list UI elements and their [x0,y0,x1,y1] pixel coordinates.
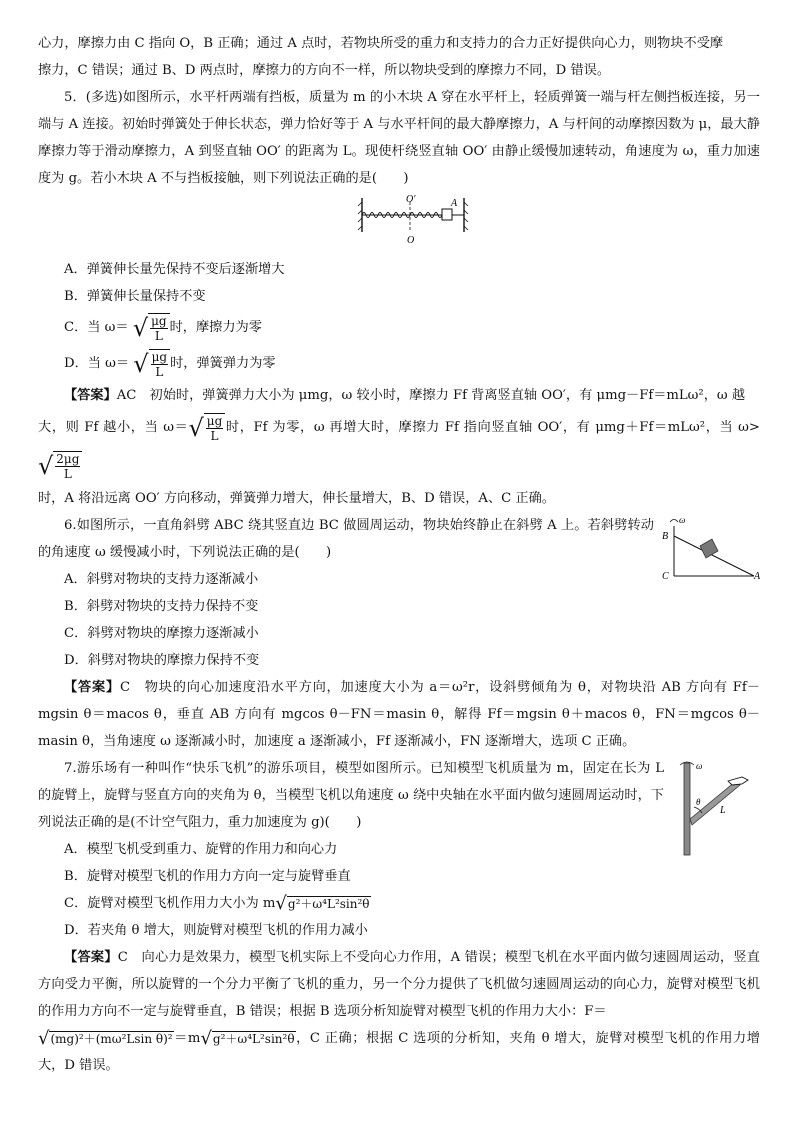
sqrt-expression: √ $\frac{\mu g}{L}$ [133,313,170,343]
wedge-diagram [660,516,760,586]
q6-option-b: B．斜劈对物块的支持力保持不变 [64,599,259,614]
q6-option-c: C．斜劈对物块的摩擦力逐渐减小 [64,626,259,641]
sqrt-expression: √ $\frac{2\mu g}{L}$ [38,451,82,481]
fig-label-l: L [720,805,726,816]
q5-option-c-prefix: C．当 ω＝ [64,320,129,335]
sqrt-expression: √ (mg)²＋(mω²Lsin θ)² [38,1027,173,1049]
answer-label: 【答案】 [64,950,118,965]
q5-answer-text: AC 初始时，弹簧弹力大小为 μmg，ω 较小时，摩擦力 Ff 背离竖直轴 OO′，有 μmg－Ff＝mLω²，ω 越 [116,388,746,403]
q6-answer [38,674,760,755]
q5-option-d [38,346,760,382]
answer-label: 【答案】 [64,680,120,695]
q5-option-d-suffix: 时，弹簧弹力为零 [170,356,276,371]
fraction-numerator: 2μg [56,451,80,466]
q5-option-b: B．弹簧伸长量保持不变 [64,289,206,304]
intro-line-2: 擦力，C 错误；通过 B、D 两点时，摩擦力的方向不一样，所以物块受到的摩擦力不同，D 错误。 [38,63,611,78]
fig-label-a: A [451,198,458,209]
fig-label-omega: ω [679,516,686,525]
q5-answer-text: 大，则 Ff 越小，当 ω＝ [38,420,189,435]
q7-option-b: B．旋臂对模型飞机的作用力方向一定与旋臂垂直 [64,869,351,884]
q6-stem: 6.如图所示，一直角斜劈 ABC 绕其竖直边 BC 做圆周运动，物块始终静止在斜劈 A 上。若斜劈转动的角速度 ω 缓慢减小时，下列说法正确的是( ) [38,518,654,560]
fraction-denominator: L [63,466,72,481]
answer-label: 【答案】 [64,388,117,403]
q7-option-c [38,890,664,917]
fraction-denominator: L [155,364,164,379]
q7-stem: 7.游乐场有一种叫作“快乐飞机”的游乐项目，模型如图所示。已知模型飞机质量为 m，固定在长为 L 的旋臂上，旋臂与竖直方向的夹角为 θ，当模型飞机以角速度 ω 绕中央轴在水平面内做匀速圆周运动时，下列说法正确的是(不计空气阻力，重力加速度为 g)( ) [38,761,664,830]
sqrt-expression: √ g²＋ω⁴L²sin²θ [200,1027,295,1049]
sqrt-expression: √ $\frac{\mu g}{L}$ [133,349,170,379]
fig-label-b: B [662,531,669,542]
document-page [38,30,760,1079]
spring-rod-diagram [354,192,474,254]
q7-answer-line-1 [38,944,760,1025]
fig-label-o-bottom: O [407,235,415,246]
fraction-denominator: L [210,428,219,443]
radicand: g²＋ω⁴L²sin²θ [287,897,370,911]
fig-label-c: C [662,571,669,582]
fraction-numerator: μg [151,313,167,328]
fig-label-o-top: O′ [406,194,416,205]
q7-option-a: A．模型飞机受到重力、旋臂的作用力和向心力 [64,842,338,857]
fig-label-omega: ω [696,761,703,771]
q6-block [38,512,760,674]
sqrt-expression: √ g²＋ω⁴L²sin²θ [275,892,370,914]
q6-option-d: D．斜劈对物块的摩擦力保持不变 [64,653,260,668]
q7-answer-line-2 [38,1025,760,1079]
q5-option-a: A．弹簧伸长量先保持不变后逐渐增大 [64,262,285,277]
q7-option-d: D．若夹角 θ 增大，则旋臂对模型飞机的作用力减小 [64,923,368,938]
intro-line-1: 心力，摩擦力由 C 指向 O，B 正确；通过 A 点时，若物块所受的重力和支持力的合力正好提供向心力，则物块不受摩 [38,36,724,51]
q5-option-d-prefix: D．当 ω＝ [64,356,130,371]
q7-answer-text: C 向心力是效果力，模型飞机实际上不受向心力作用，A 错误；模型飞机在水平面内做匀速圆周运动，竖直方向受力平衡，所以旋臂的一个分力平衡了飞机的重力，另一个分力提供了飞机做匀速圆周运动的向心力，旋臂对模型飞机的作用力方向不一定与旋臂垂直，B 错误；根据 B 选项分析知旋臂对模型飞机的作用力大小：F＝ [38,950,760,1019]
q7-option-c-prefix: C．旋臂对模型飞机作用力大小为 m [64,896,276,911]
fraction-numerator: μg [206,413,223,428]
sqrt-expression: √ $\frac{\mu g}{L}$ [188,413,225,443]
fraction-numerator: μg [151,349,168,364]
fraction-denominator: L [154,328,163,343]
q7-block [38,755,760,944]
radicand: (mg)²＋(mω²Lsin θ)² [50,1032,173,1046]
q5-answer-line-2 [38,409,760,485]
flying-machine-diagram [670,757,760,857]
q5-answer-line-3: 时，A 将沿远离 OO′ 方向移动，弹簧弹力增大，伸长量增大，B、D 错误，A、C 正确。 [38,491,555,506]
q5-option-c [38,310,760,346]
q5-option-c-suffix: 时，摩擦力为零 [169,320,262,335]
fig-label-a: A [754,571,760,582]
q6-answer-text: C 物块的向心加速度沿水平方向，加速度大小为 a＝ω²r，设斜劈倾角为 θ，对物块沿 AB 方向有 Ff－mgsin θ＝macos θ，垂直 AB 方向有 mgcos θ－FN＝masin θ，解得 Ff＝mgsin θ＋macos θ，FN＝mgcos θ－masin θ，当角速度 ω 逐渐减小时，加速度 a 逐渐减小，Ff 逐渐减小，FN 逐渐增大，选项 C 正确。 [38,680,760,749]
q5-answer-text: 时，Ff 为零，ω 再增大时，摩擦力 Ff 指向竖直轴 OO′，有 μmg＋Ff＝mLω²，当 ω> [225,420,760,435]
q5-answer-line-1 [38,382,760,409]
q5-stem: 5．(多选)如图所示，水平杆两端有挡板，质量为 m 的小木块 A 穿在水平杆上，轻质弹簧一端与杆左侧挡板连接，另一端与 A 连接。初始时弹簧处于伸长状态，弹力恰好等于 A 与水平杆间的最大静摩擦力，A 与杆间的动摩擦因数为 μ，最大静摩擦力等于滑动摩擦力，A 到竖直轴 OO′ 的距离为 L。现使杆绕竖直轴 OO′ 由静止缓慢加速转动，角速度为 ω，重力加速度为 g。若小木块 A 不与挡板接触，则下列说法正确的是( ) [38,90,760,186]
q7-answer-text: ，C 正确；根据 C 选项的分析知，夹角 θ 增大，旋臂对模型飞机的作用力增大，D 错误。 [38,1031,760,1073]
q7-answer-text: ＝m [173,1031,201,1046]
radicand: g²＋ω⁴L²sin²θ [212,1032,295,1046]
q6-option-a: A．斜劈对物块的支持力逐渐减小 [64,572,259,587]
q5-figure [38,192,760,256]
fig-label-theta: θ [696,797,701,807]
